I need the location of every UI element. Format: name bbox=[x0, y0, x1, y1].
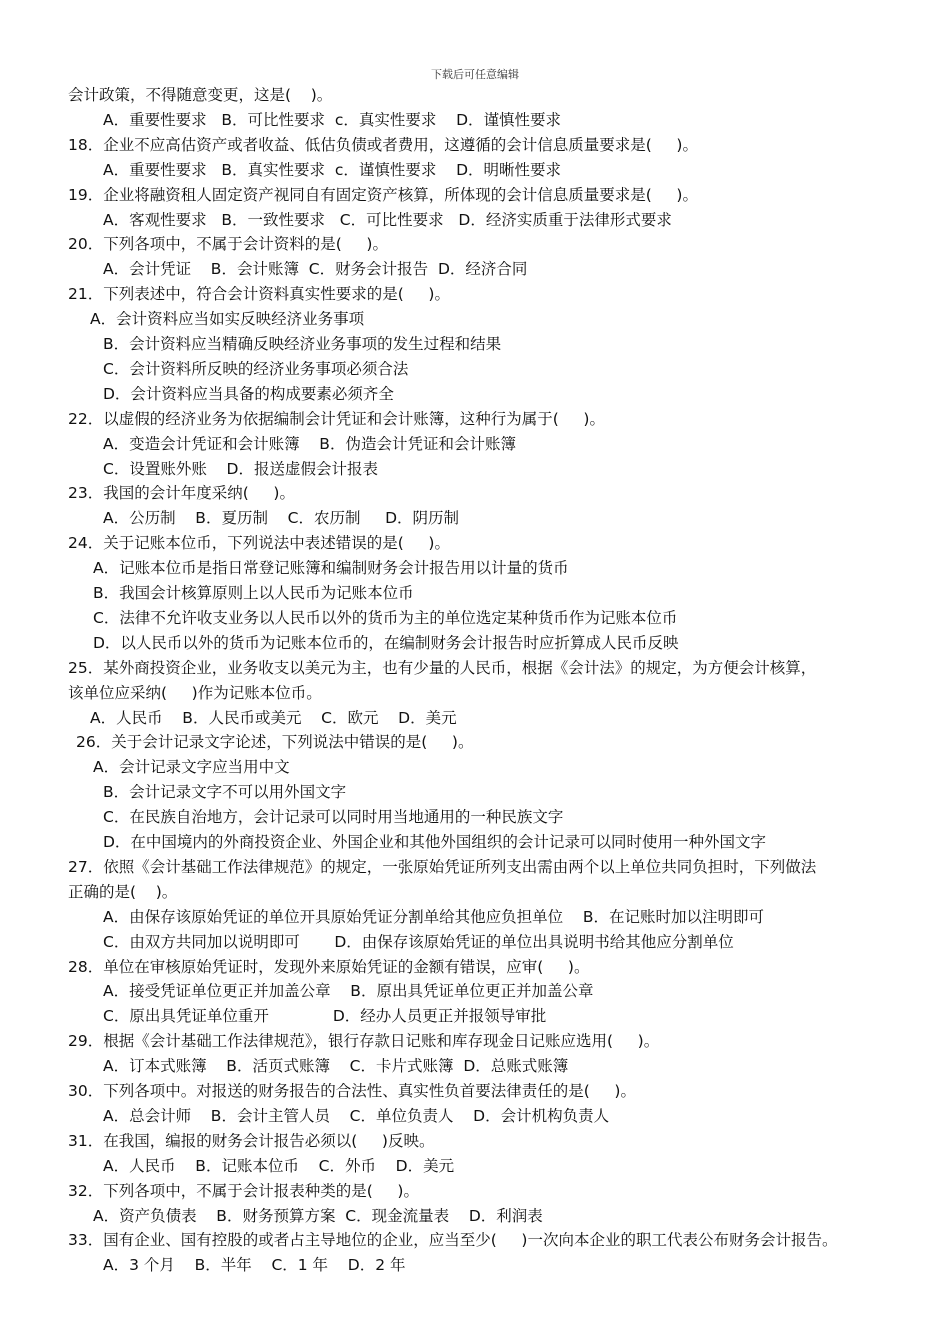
text-line: A．变造会计凭证和会计账簿 B．伪造会计凭证和会计账簿 bbox=[103, 434, 516, 453]
text-line: 19．企业将融资租人固定资产视同自有固定资产核算，所体现的会计信息质量要求是( )。 bbox=[68, 185, 698, 204]
text-line: A．重要性要求 B．可比性要求 c．真实性要求 D．谨慎性要求 bbox=[103, 110, 562, 129]
text-line: 25．某外商投资企业，业务收支以美元为主，也有少量的人民币，根据《会计法》的规定，为方便会计核算， bbox=[68, 658, 817, 677]
text-line: 21．下列表述中，符合会计资料真实性要求的是( )。 bbox=[68, 285, 450, 304]
text-line: 会计政策，不得随意变更，这是( )。 bbox=[68, 86, 333, 104]
text-line: A．由保存该原始凭证的单位开具原始凭证分割单给其他应负担单位 B．在记账时加以注明即可 bbox=[103, 907, 764, 926]
text-line: A．接受凭证单位更正并加盖公章 B．原出具凭证单位更正并加盖公章 bbox=[103, 982, 594, 1001]
text-line: A．重要性要求 B．真实性要求 c．谨慎性要求 D．明晰性要求 bbox=[103, 160, 562, 179]
text-line: A．会计记录文字应当用中文 bbox=[93, 758, 290, 777]
text-line: D．在中国境内的外商投资企业、外国企业和其他外国组织的会计记录可以同时使用一种外国文字 bbox=[103, 833, 766, 851]
text-line: D．会计资料应当具备的构成要素必须齐全 bbox=[103, 384, 394, 403]
text-line: A．会计凭证 B．会计账簿 C．财务会计报告 D．经济合同 bbox=[103, 260, 528, 279]
text-line: 22．以虚假的经济业务为依据编制会计凭证和会计账簿，这种行为属于( )。 bbox=[68, 409, 605, 428]
text-line: 该单位应采纳( )作为记账本位币。 bbox=[68, 683, 322, 702]
text-line: 20．下列各项中，不属于会计资料的是( )。 bbox=[68, 235, 388, 254]
text-line: C．原出具凭证单位重开 D．经办人员更正并报领导审批 bbox=[103, 1007, 547, 1026]
text-line: A．人民币 B．记账本位币 C．外币 D．美元 bbox=[103, 1156, 455, 1175]
text-line: A．客观性要求 B．一致性要求 C．可比性要求 D．经济实质重于法律形式要求 bbox=[103, 210, 672, 229]
text-line: 29．根据《会计基础工作法律规范》，银行存款日记账和库存现金日记账应选用( )。 bbox=[68, 1032, 660, 1051]
text-line: 33．国有企业、国有控股的或者占主导地位的企业，应当至少( )一次向本企业的职工代表公布财务会计报告。 bbox=[68, 1231, 838, 1250]
text-line: D．以人民币以外的货币为记账本位币的，在编制财务会计报告时应折算成人民币反映 bbox=[93, 633, 679, 652]
text-line: C．设置账外账 D．报送虚假会计报表 bbox=[103, 459, 378, 478]
text-line: C．会计资料所反映的经济业务事项必须合法 bbox=[103, 359, 409, 378]
text-line: 28．单位在审核原始凭证时，发现外来原始凭证的金额有错误，应审( )。 bbox=[68, 957, 590, 976]
text-line: A．记账本位币是指日常登记账簿和编制财务会计报告用以计量的货币 bbox=[93, 559, 569, 578]
text-line: 30．下列各项中。对报送的财务报告的合法性、真实性负首要法律责任的是( )。 bbox=[68, 1082, 636, 1100]
text-line: A．订本式账簿 B．活页式账簿 C．卡片式账簿 D．总账式账簿 bbox=[103, 1057, 569, 1076]
text-line: A．资产负债表 B．财务预算方案 C．现金流量表 D．利润表 bbox=[93, 1206, 543, 1225]
text-line: C．在民族自治地方，会计记录可以同时用当地通用的一种民族文字 bbox=[103, 808, 564, 827]
page-header: 下载后可任意编辑 bbox=[431, 68, 519, 81]
text-line: A．公历制 B．夏历制 C．农历制 D．阴历制 bbox=[103, 509, 460, 528]
text-line: B．会计资料应当精确反映经济业务事项的发生过程和结果 bbox=[103, 335, 502, 353]
text-line: A．3 个月 B．半年 C．1 年 D．2 年 bbox=[103, 1256, 406, 1275]
text-line: B．会计记录文字不可以用外国文字 bbox=[103, 783, 347, 802]
text-line: 27．依照《会计基础工作法律规范》的规定，一张原始凭证所列支出需由两个以上单位共同负担时，下列做法 bbox=[68, 857, 817, 876]
text-line: 32．下列各项中，不属于会计报表种类的是( )。 bbox=[68, 1181, 419, 1200]
text-line: 31．在我国，编报的财务会计报告必须以( )反映。 bbox=[68, 1131, 435, 1150]
text-line: 正确的是( )。 bbox=[68, 882, 178, 901]
text-line: C．由双方共同加以说明即可 D．由保存该原始凭证的单位出具说明书给其他应分割单位 bbox=[103, 932, 734, 951]
text-line: 26．关于会计记录文字论述，下列说法中错误的是( )。 bbox=[76, 733, 474, 752]
text-line: A．人民币 B．人民币或美元 C．欧元 D．美元 bbox=[90, 708, 457, 727]
text-line: 23．我国的会计年度采纳( )。 bbox=[68, 484, 295, 503]
text-line: B．我国会计核算原则上以人民币为记账本位币 bbox=[93, 584, 414, 602]
text-line: C．法律不允许收支业务以人民币以外的货币为主的单位选定某种货币作为记账本位币 bbox=[93, 608, 678, 627]
text-line: 18．企业不应高估资产或者收益、低估负债或者费用，这遵循的会计信息质量要求是( )。 bbox=[68, 135, 698, 154]
text-line: 24．关于记账本位币，下列说法中表述错误的是( )。 bbox=[68, 534, 450, 553]
text-line: A．会计资料应当如实反映经济业务事项 bbox=[90, 310, 365, 329]
text-line: A．总会计师 B．会计主管人员 C．单位负责人 D．会计机构负责人 bbox=[103, 1106, 610, 1125]
